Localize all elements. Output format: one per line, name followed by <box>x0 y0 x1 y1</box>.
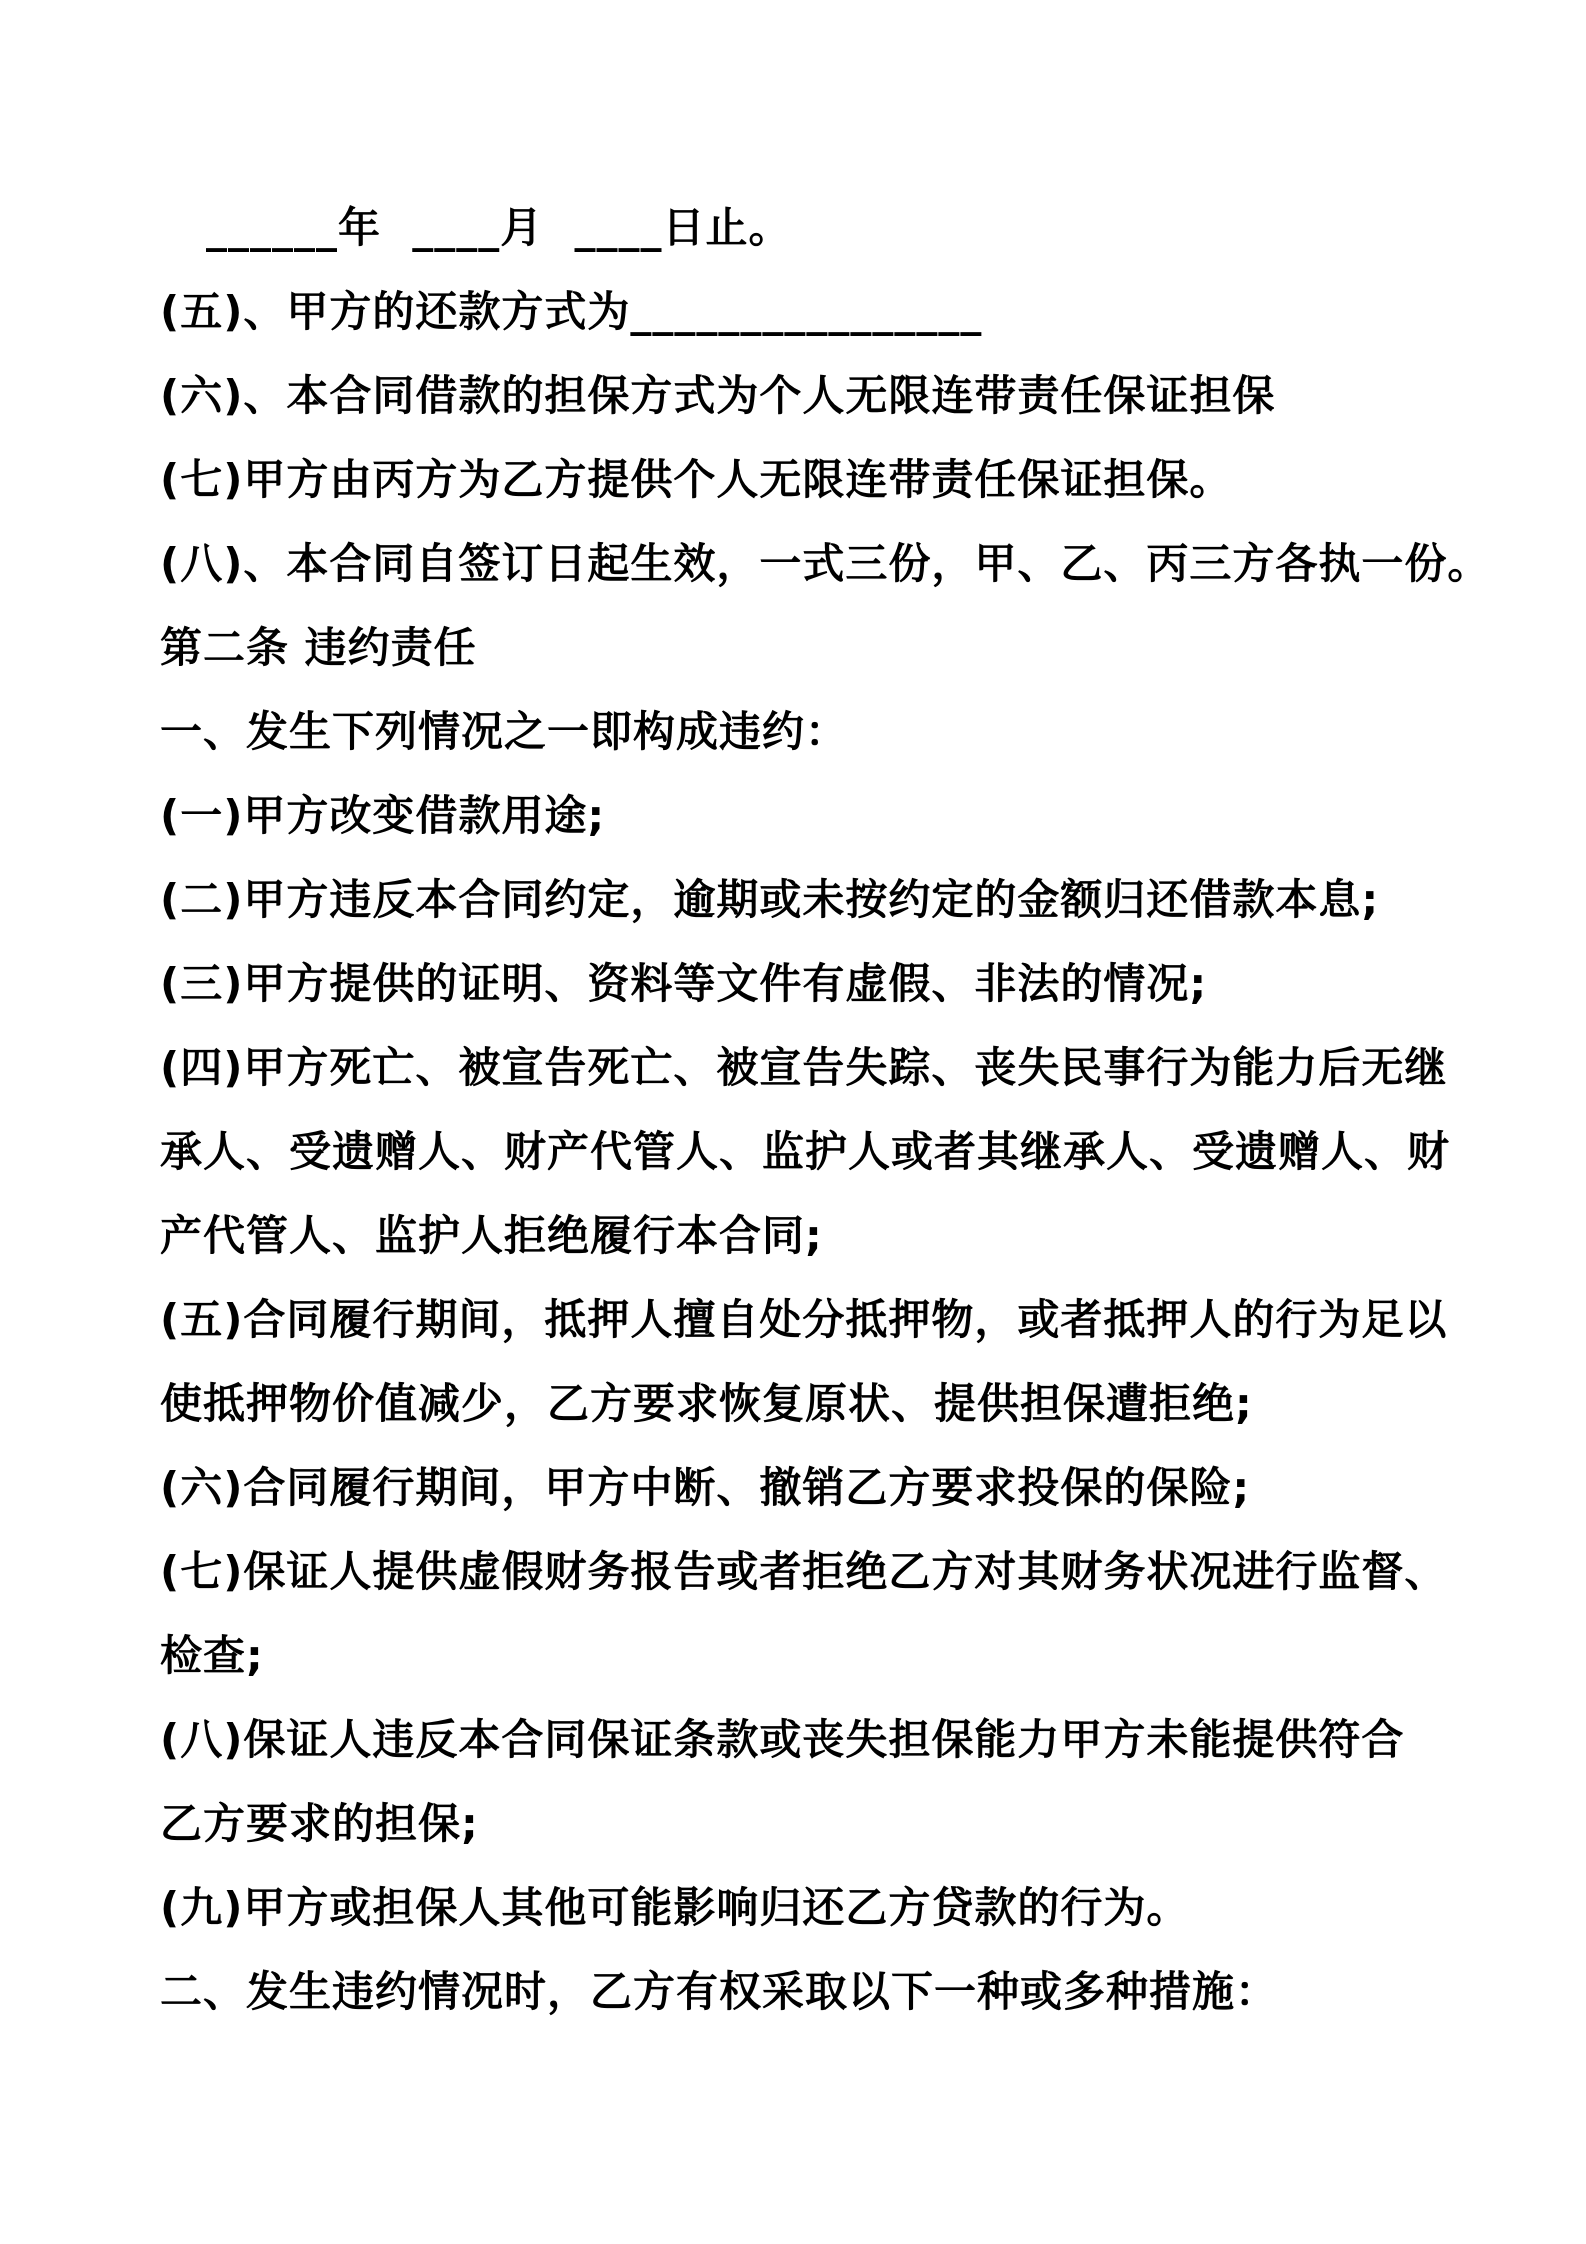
contract-line-breach-8a: (八)保证人违反本合同保证条款或丧失担保能力甲方未能提供符合 <box>160 1715 1405 1764</box>
contract-line-breach-4b: 承人、受遗赠人、财产代管人、监护人或者其继承人、受遗赠人、财 <box>160 1127 1451 1176</box>
contract-line-clause-6-guarantee: (六)、本合同借款的担保方式为个人无限连带责任保证担保 <box>160 371 1276 420</box>
contract-line-breach-5a: (五)合同履行期间，抵押人擅自处分抵押物，或者抵押人的行为足以 <box>160 1295 1448 1344</box>
contract-section-heading-breach: 第二条 违约责任 <box>160 623 477 672</box>
contract-line-clause-5-repayment: (五)、甲方的还款方式为________________ <box>160 287 983 336</box>
contract-line-breach-5b: 使抵押物价值减少，乙方要求恢复原状、提供担保遭拒绝; <box>160 1379 1253 1428</box>
contract-line-breach-7a: (七)保证人提供虚假财务报告或者拒绝乙方对其财务状况进行监督、 <box>160 1547 1448 1596</box>
contract-line-breach-2: (二)甲方违反本合同约定，逾期或未按约定的金额归还借款本息; <box>160 875 1380 924</box>
contract-line-breach-8b: 乙方要求的担保; <box>160 1799 479 1848</box>
contract-line-date-end: ______年 ____月 ____日止。 <box>206 203 792 252</box>
contract-line-breach-3: (三)甲方提供的证明、资料等文件有虚假、非法的情况; <box>160 959 1208 1008</box>
contract-line-breach-1: (一)甲方改变借款用途; <box>160 791 606 840</box>
contract-line-breach-7b: 检查; <box>160 1631 264 1680</box>
contract-line-clause-8-copies: (八)、本合同自签订日起生效，一式三份，甲、乙、丙三方各执一份。 <box>160 539 1491 588</box>
contract-line-clause-7-guarantor: (七)甲方由丙方为乙方提供个人无限连带责任保证担保。 <box>160 455 1233 504</box>
contract-line-breach-intro: 一、发生下列情况之一即构成违约： <box>160 707 849 756</box>
contract-line-breach-4c: 产代管人、监护人拒绝履行本合同; <box>160 1211 823 1260</box>
contract-line-breach-6: (六)合同履行期间，甲方中断、撤销乙方要求投保的保险; <box>160 1463 1251 1512</box>
contract-line-breach-4a: (四)甲方死亡、被宣告死亡、被宣告失踪、丧失民事行为能力后无继 <box>160 1043 1448 1092</box>
contract-line-remedies-intro: 二、发生违约情况时，乙方有权采取以下一种或多种措施： <box>160 1967 1279 2016</box>
contract-text-block <box>160 186 1491 2034</box>
contract-line-breach-9: (九)甲方或担保人其他可能影响归还乙方贷款的行为。 <box>160 1883 1190 1932</box>
